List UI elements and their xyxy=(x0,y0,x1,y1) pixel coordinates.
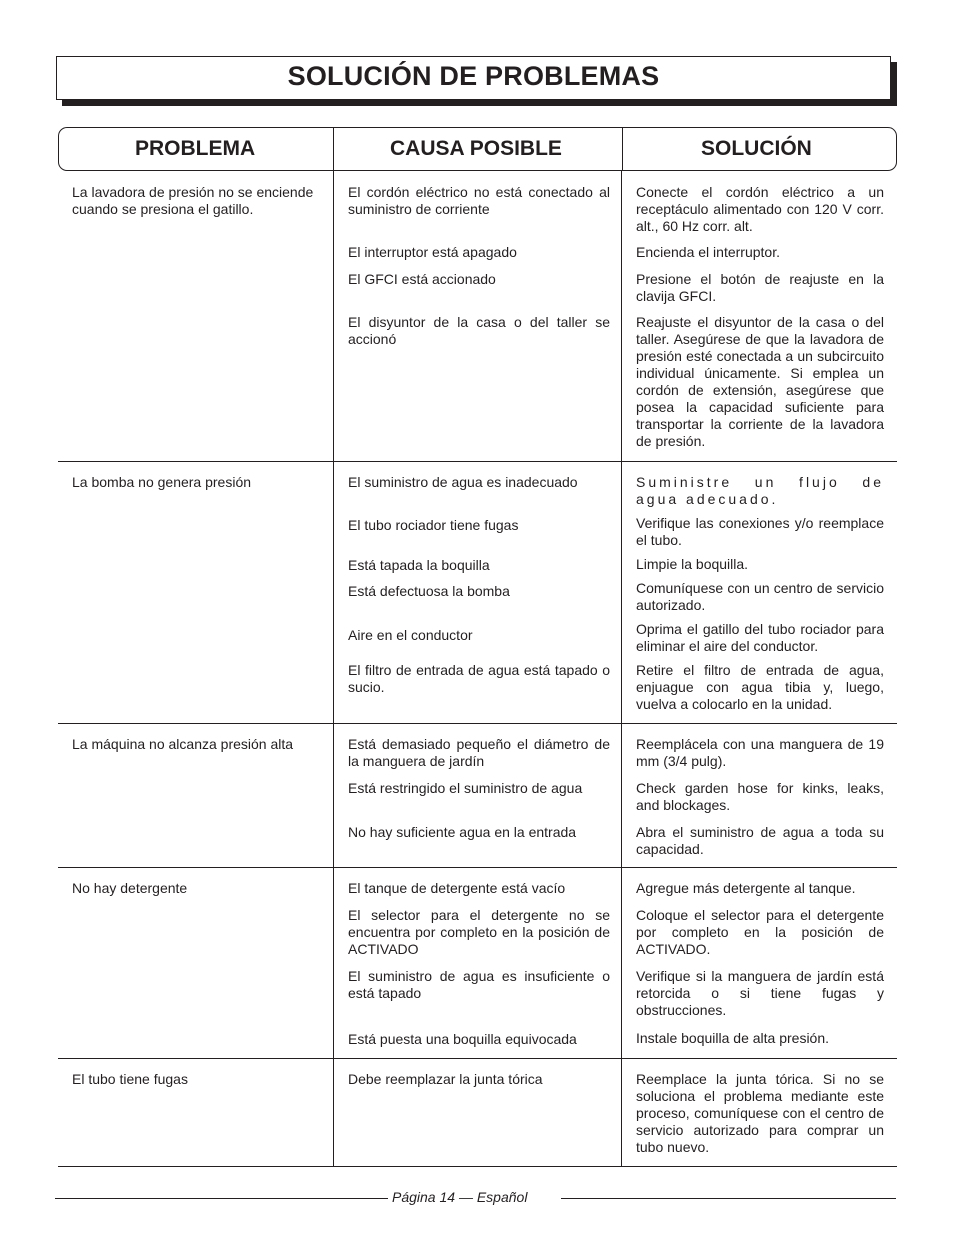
solution-cell: Oprima el gatillo del tubo rociador para eliminar el aire del conductor. xyxy=(636,621,884,654)
column-divider xyxy=(621,171,622,1167)
cause-cell: Está defectuosa la bomba xyxy=(348,583,510,599)
page-title-box xyxy=(56,56,891,100)
problem-cell: La máquina no alcanza presión alta xyxy=(72,736,294,752)
footer-rule xyxy=(561,1198,896,1199)
cause-cell: El cordón eléctrico no está conectado al suministro de corriente xyxy=(348,184,610,217)
cause-cell: El tanque de detergente está vacío xyxy=(348,880,566,896)
cause-cell: El interruptor está apagado xyxy=(348,244,517,260)
table-header xyxy=(58,127,897,171)
header-problema: PROBLEMA xyxy=(135,137,256,160)
cause-cell: Está puesta una boquilla equivocada xyxy=(348,1031,577,1047)
solution-cell: Agregue más detergente al tanque. xyxy=(636,880,856,896)
row-separator xyxy=(58,723,897,724)
cause-cell: Está demasiado pequeño el diámetro de la manguera de jardín xyxy=(348,736,610,769)
problem-cell: La bomba no genera presión xyxy=(72,474,252,490)
cause-cell: Debe reemplazar la junta tórica xyxy=(348,1071,543,1087)
cause-cell: Está tapada la boquilla xyxy=(348,557,490,573)
row-separator xyxy=(58,461,897,462)
cause-cell: Está restringido el suministro de agua xyxy=(348,780,583,796)
cause-cell: El tubo rociador tiene fugas xyxy=(348,517,519,533)
footer-rule xyxy=(55,1198,388,1199)
cause-cell: Aire en el conductor xyxy=(348,627,473,643)
header-solucion: SOLUCIÓN xyxy=(701,137,812,160)
cause-cell: El filtro de entrada de agua está tapado o sucio. xyxy=(348,662,610,695)
cause-cell: El suministro de agua es inadecuado xyxy=(348,474,578,490)
problem-cell: El tubo tiene fugas xyxy=(72,1071,188,1087)
cause-cell: No hay suficiente agua en la entrada xyxy=(348,824,577,840)
solution-cell: Limpie la boquilla. xyxy=(636,556,749,572)
solution-cell: Conecte el cordón eléctrico a un receptáculo alimentado con 120 V corr. alt., 60 Hz corr. alt. xyxy=(636,184,884,234)
solution-cell: Retire el filtro de entrada de agua, enjuague con agua tibia y, luego, vuelva a colocarlo en la unidad. xyxy=(636,662,884,712)
problem-cell: La lavadora de presión no se enciende cuando se presiona el gatillo. xyxy=(72,184,314,217)
problem-cell: No hay detergente xyxy=(72,880,188,896)
solution-cell: Instale boquilla de alta presión. xyxy=(636,1030,830,1046)
header-divider xyxy=(333,128,334,170)
page-footer: Página 14 — Español xyxy=(392,1189,528,1205)
cause-cell: El selector para el detergente no se encuentra por completo en la posición de ACTIVADO xyxy=(348,907,610,957)
row-separator xyxy=(58,1058,897,1059)
header-causa-posible: CAUSA POSIBLE xyxy=(390,137,562,160)
solution-cell: Verifique si la manguera de jardín está retorcida o si tiene fugas y obstrucciones. xyxy=(636,968,884,1018)
solution-cell: Reemplace la junta tórica. Si no se soluciona el problema mediante este proceso, comuníquese con el centro de servicio autorizado para comprar un tubo nuevo. xyxy=(636,1071,884,1155)
solution-cell: Verifique las conexiones y/o reemplace el tubo. xyxy=(636,515,884,548)
header-divider xyxy=(622,128,623,170)
solution-cell: Abra el suministro de agua a toda su capacidad. xyxy=(636,824,884,857)
row-separator xyxy=(58,867,897,868)
column-divider xyxy=(333,171,334,1167)
solution-cell: Coloque el selector para el detergente por completo en la posición de ACTIVADO. xyxy=(636,907,884,957)
solution-cell: Check garden hose for kinks, leaks, and blockages. xyxy=(636,780,884,813)
solution-cell: Presione el botón de reajuste en la clavija GFCI. xyxy=(636,271,884,304)
row-separator xyxy=(58,1166,897,1167)
solution-cell: Reajuste el disyuntor de la casa o del taller. Asegúrese de que la lavadora de presión esté conectada a un subcircuito individual únicamente. Si emplea un cordón de extensión, asegúrese que posea la capacidad suficiente para transportar la corriente de la lavadora de presión. xyxy=(636,314,884,449)
solution-cell: Reemplácela con una manguera de 19 mm (3/4 pulg). xyxy=(636,736,884,769)
solution-cell: Encienda el interruptor. xyxy=(636,244,780,260)
cause-cell: El disyuntor de la casa o del taller se accionó xyxy=(348,314,610,347)
cause-cell: El suministro de agua es insuficiente o está tapado xyxy=(348,968,610,1001)
page-title: SOLUCIÓN DE PROBLEMAS xyxy=(287,61,660,91)
solution-cell: Comuníquese con un centro de servicio autorizado. xyxy=(636,580,884,613)
solution-cell: Suministre un flujo de agua adecuado. xyxy=(636,474,884,507)
cause-cell: El GFCI está accionado xyxy=(348,271,496,287)
